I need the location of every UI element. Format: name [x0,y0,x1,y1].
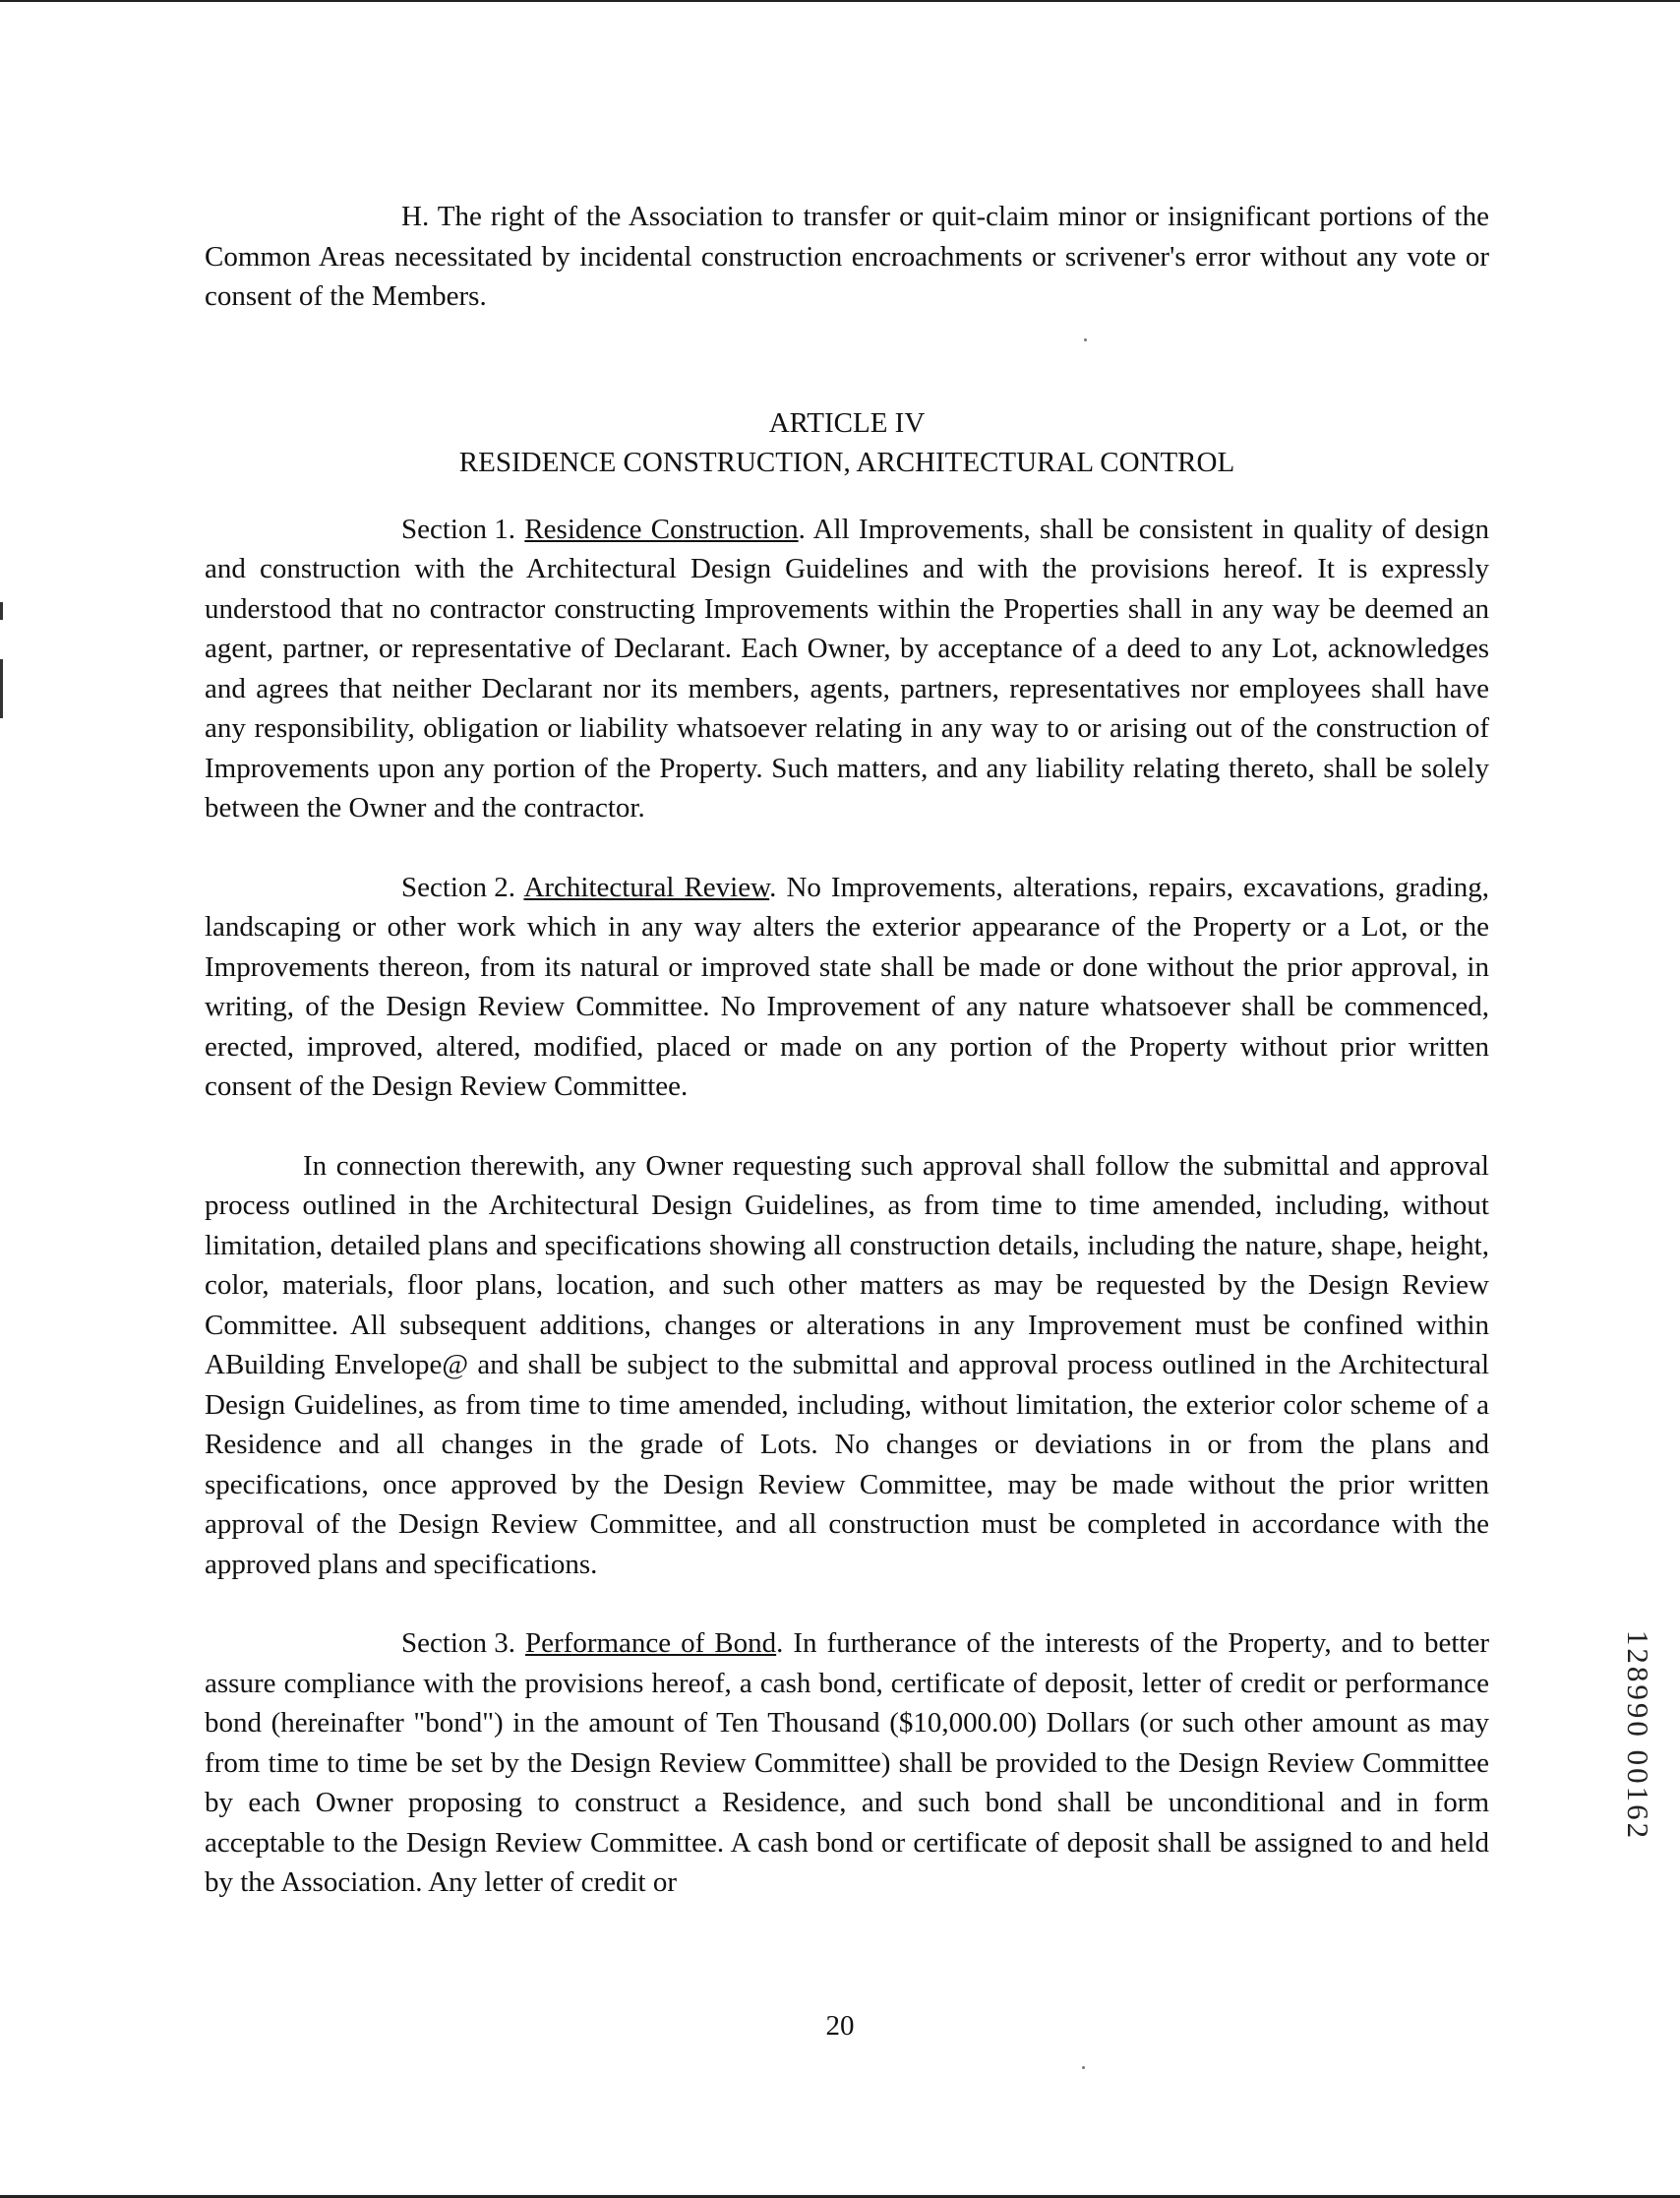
connection-paragraph [205,1146,1489,1585]
scan-speck [1082,2066,1085,2069]
paragraph-h-text: The right of the Association to transfer or quit-claim minor or insignificant portions of the Common Areas necessitated by incidental construction encroachments or scrivener's error without any vote or consent of the Members. [205,201,1489,312]
paragraph-h-lead: H. [401,201,430,232]
paragraph-h [205,197,1489,317]
section-1-paragraph: Section 1. Residence Construction. All Improvements, shall be consistent in quality of design and construction with the Architectural Design Guidelines and with the provisions hereof. It is expressly understood that no contractor constructing Improvements within the Properties shall in any way be deemed an agent, partner, or representative of Declarant. Each Owner, by acceptance of a deed to any Lot, acknowledges and agrees that neither Declarant nor its members, agents, partners, representatives nor employees shall have any responsibility, obligation or liability whatsoever relating in any way to or arising out of the construction of Improvements upon any portion of the Property. Such matters, and any liability relating thereto, shall be solely between the Owner and the contractor. [205,510,1489,828]
section-2-lead: Section 2. [401,871,515,903]
section-2-text: No Improvements, alterations, repairs, excavations, grading, landscaping or other work which in any way alters the exterior appearance of the Property or a Lot, or the Improvements thereon, from its natural or improved state shall be made or done without the prior approval, in writing, of the Design Review Committee. No Improvement of any nature whatsoever shall be commenced, erected, improved, altered, modified, placed or made on any portion of the Property without prior written consent of the Design Review Committee. [205,871,1489,1102]
recording-stamp [1613,1578,1662,1893]
scan-top-edge [0,0,1680,2]
section-2-paragraph: Section 2. Architectural Review. No Improvements, alterations, repairs, excavations, grading, landscaping or other work which in any way alters the exterior appearance of the Property or a Lot, or the Improvements thereon, from its natural or improved state shall be made or done without the prior approval, in writing, of the Design Review Committee. No Improvement of any nature whatsoever shall be commenced, erected, improved, altered, modified, placed or made on any portion of the Property without prior written consent of the Design Review Committee. [205,868,1489,1107]
document-body [205,197,1489,1903]
page-number: 20 [825,2010,855,2042]
section-3-text: In furtherance of the interests of the Property, and to better assure compliance with the provisions hereof, a cash bond, certificate of deposit, letter of credit or performance bond (hereinafter "bond") in the amount of Ten Thousand ($10,000.00) Dollars (or such other amount as may from time to time be set by the Design Review Committee) shall be provided to the Design Review Committee by each Owner proposing to construct a Residence, and such bond shall be unconditional and in form acceptable to the Design Review Committee. A cash bond or certificate of deposit shall be assigned to and held by the Association. Any letter of credit or [205,1627,1490,1898]
scan-margin-mark [0,659,3,718]
section-1-text: All Improvements, shall be consistent in quality of design and construction with the Architectural Design Guidelines and with the provisions hereof. It is expressly understood that no contractor constructing Improvements within the Properties shall in any way be deemed an agent, partner, or representative of Declarant. Each Owner, by acceptance of a deed to any Lot, acknowledges and agrees that neither Declarant nor its members, agents, partners, representatives nor employees shall have any responsibility, obligation or liability whatsoever relating in any way to or arising out of the construction of Improvements upon any portion of the Property. Such matters, and any liability relating thereto, shall be solely between the Owner and the contractor. [205,513,1489,824]
section-3-heading: Performance of Bond [525,1627,777,1659]
section-3-lead: Section 3. [401,1627,515,1659]
article-title: ARTICLE IV [768,406,926,439]
section-2-heading: Architectural Review [523,871,770,903]
recording-stamp-text: 128990 00162 [1621,1629,1655,1842]
scan-margin-mark [0,602,3,620]
article-subtitle: RESIDENCE CONSTRUCTION, ARCHITECTURAL CONTROL [458,447,1235,478]
section-3-paragraph: Section 3. Performance of Bond. In furtherance of the interests of the Property, and to better assure compliance with the provisions hereof, a cash bond, certificate of deposit, letter of credit or performance bond (hereinafter "bond") in the amount of Ten Thousand ($10,000.00) Dollars (or such other amount as may from time to time be set by the Design Review Committee) shall be provided to the Design Review Committee by each Owner proposing to construct a Residence, and such bond shall be unconditional and in form acceptable to the Design Review Committee. A cash bond or certificate of deposit shall be assigned to and held by the Association. Any letter of credit or [205,1623,1489,1903]
section-1-heading: Residence Construction [524,513,799,545]
connection-text: In connection therewith, any Owner requesting such approval shall follow the submittal and approval process outlined in the Architectural Design Guidelines, as from time to time amended, including, without limitation, detailed plans and specifications showing all construction details, including the nature, shape, height, color, materials, floor plans, location, and such other matters as may be requested by the Design Review Committee. All subsequent additions, changes or alterations in any Improvement must be confined within ABuilding Envelope@ and shall be subject to the submittal and approval process outlined in the Architectural Design Guidelines, as from time to time amended, including, without limitation, the exterior color scheme of a Residence and all changes in the grade of Lots. No changes or deviations in or from the plans and specifications, once approved by the Design Review Committee, may be made without the prior written approval of the Design Review Committee, and all construction must be completed in accordance with the approved plans and specifications. [205,1149,1489,1580]
section-1-lead: Section 1. [401,513,515,545]
